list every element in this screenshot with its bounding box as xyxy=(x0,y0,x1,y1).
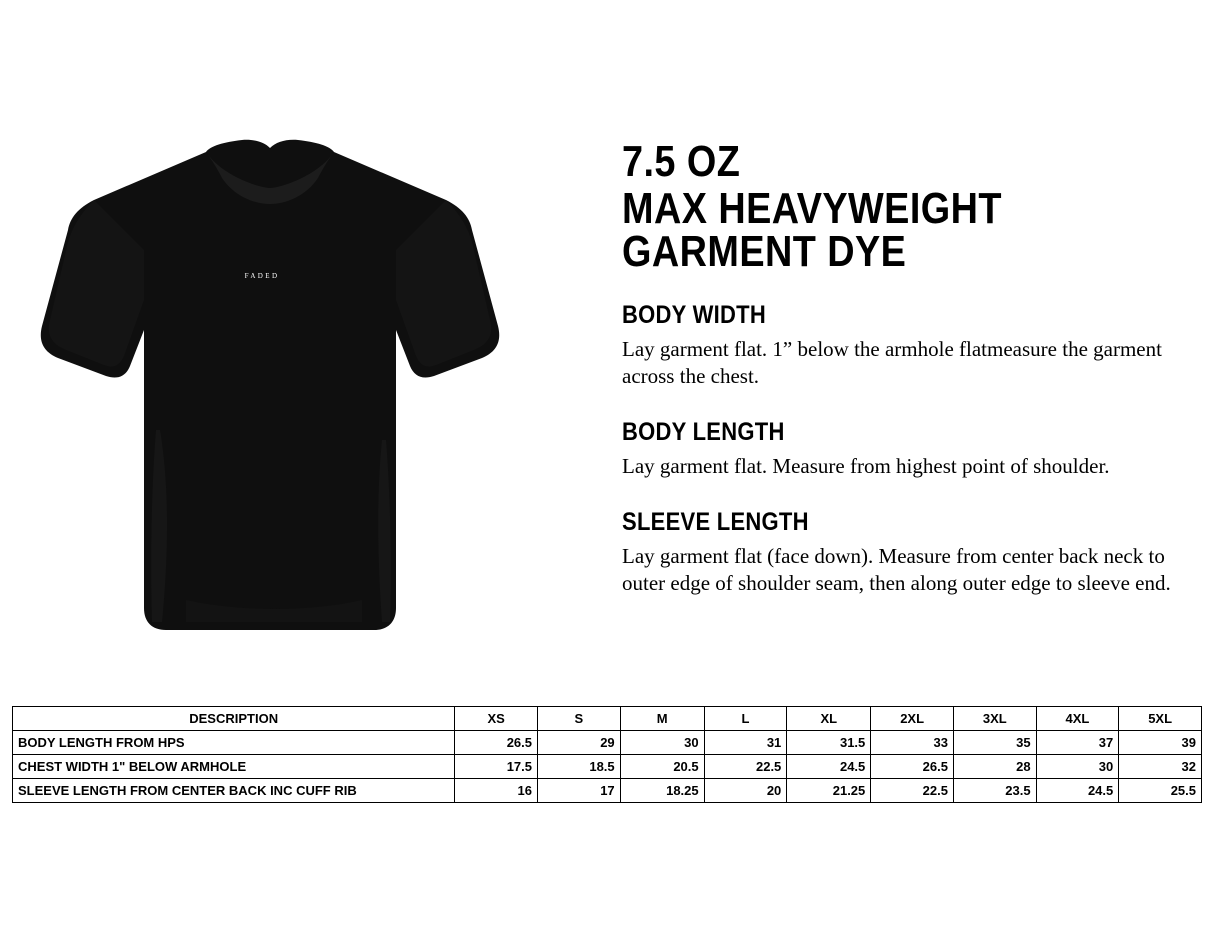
cell-body-length-l: 31 xyxy=(704,731,787,755)
cell-chest-width-4xl: 30 xyxy=(1036,755,1119,779)
cell-sleeve-length-xs: 16 xyxy=(455,779,538,803)
section-text: Lay garment flat. Measure from highest point of shoulder. xyxy=(622,454,1110,479)
cell-sleeve-length-m: 18.25 xyxy=(620,779,704,803)
column-header-3xl: 3XL xyxy=(953,707,1036,731)
row-label-body-length: BODY LENGTH FROM HPS xyxy=(13,731,455,755)
product-title: MAX HEAVYWEIGHT GARMENT DYE xyxy=(622,184,1002,277)
column-header-2xl: 2XL xyxy=(871,707,954,731)
column-header-description: DESCRIPTION xyxy=(13,707,455,731)
tshirt-illustration xyxy=(10,130,530,650)
section-text: Lay garment flat. 1” below the armhole flatmeasure the garment across the chest. xyxy=(622,337,1162,389)
column-header-l: L xyxy=(704,707,787,731)
measurement-section-sleeve-length xyxy=(622,508,1202,597)
cell-chest-width-m: 20.5 xyxy=(620,755,704,779)
product-weight: 7.5 OZ xyxy=(622,137,741,186)
column-header-xs: XS xyxy=(455,707,538,731)
column-header-4xl: 4XL xyxy=(1036,707,1119,731)
cell-body-length-s: 29 xyxy=(538,731,621,755)
cell-sleeve-length-3xl: 23.5 xyxy=(953,779,1036,803)
measurement-section-body-width xyxy=(622,301,1202,390)
cell-sleeve-length-2xl: 22.5 xyxy=(871,779,954,803)
row-label-chest-width: CHEST WIDTH 1" BELOW ARMHOLE xyxy=(13,755,455,779)
table-header-row xyxy=(13,707,1202,731)
size-chart xyxy=(12,706,1202,803)
product-info-panel xyxy=(622,137,1202,597)
cell-sleeve-length-s: 17 xyxy=(538,779,621,803)
column-header-5xl: 5XL xyxy=(1119,707,1202,731)
cell-body-length-xs: 26.5 xyxy=(455,731,538,755)
section-heading: BODY WIDTH xyxy=(622,301,767,330)
cell-body-length-2xl: 33 xyxy=(871,731,954,755)
row-label-sleeve-length: SLEEVE LENGTH FROM CENTER BACK INC CUFF RIB xyxy=(13,779,455,803)
cell-body-length-4xl: 37 xyxy=(1036,731,1119,755)
cell-sleeve-length-xl: 21.25 xyxy=(787,779,871,803)
cell-sleeve-length-l: 20 xyxy=(704,779,787,803)
cell-body-length-xl: 31.5 xyxy=(787,731,871,755)
measurement-section-body-length xyxy=(622,418,1202,480)
cell-chest-width-5xl: 32 xyxy=(1119,755,1202,779)
cell-chest-width-xl: 24.5 xyxy=(787,755,871,779)
cell-chest-width-2xl: 26.5 xyxy=(871,755,954,779)
section-heading: SLEEVE LENGTH xyxy=(622,507,809,536)
section-text: Lay garment flat (face down). Measure from center back neck to outer edge of shoulder seam, then along outer edge to sleeve end. xyxy=(622,543,1171,595)
cell-sleeve-length-5xl: 25.5 xyxy=(1119,779,1202,803)
cell-body-length-m: 30 xyxy=(620,731,704,755)
column-header-s: S xyxy=(538,707,621,731)
cell-body-length-3xl: 35 xyxy=(953,731,1036,755)
column-header-m: M xyxy=(620,707,704,731)
neck-label: FADED xyxy=(244,272,280,280)
table-row xyxy=(13,731,1202,755)
product-image-panel xyxy=(0,110,580,670)
cell-chest-width-s: 18.5 xyxy=(538,755,621,779)
table-row xyxy=(13,755,1202,779)
cell-chest-width-l: 22.5 xyxy=(704,755,787,779)
cell-chest-width-xs: 17.5 xyxy=(455,755,538,779)
section-heading: BODY LENGTH xyxy=(622,418,785,447)
cell-body-length-5xl: 39 xyxy=(1119,731,1202,755)
cell-chest-width-3xl: 28 xyxy=(953,755,1036,779)
size-chart-table xyxy=(12,706,1202,803)
table-row xyxy=(13,779,1202,803)
column-header-xl: XL xyxy=(787,707,871,731)
cell-sleeve-length-4xl: 24.5 xyxy=(1036,779,1119,803)
tshirt-svg xyxy=(10,130,530,650)
